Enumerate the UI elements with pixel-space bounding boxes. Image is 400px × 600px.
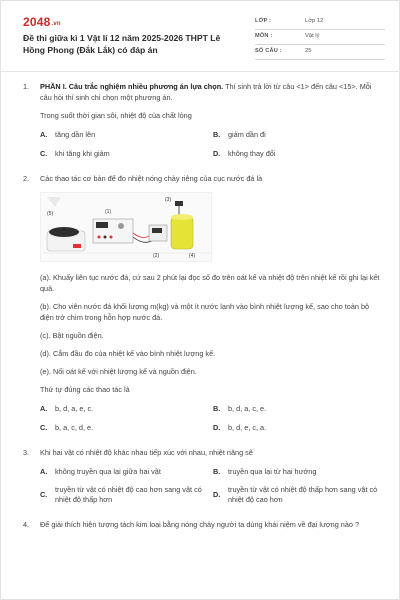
watermark-shape [47,197,61,207]
step-a: (a). Khuấy liên tục nước đá, cứ sau 2 phút lại đọc số đo trên oát kế và nhiệt độ trên nhiệt kế rồi ghi lại kết quả. [40,273,380,293]
option-a[interactable] [40,129,213,140]
option-text: không thay đổi [228,149,276,158]
terminal-black [104,236,107,239]
option-text: b, d, a, e, c. [55,404,94,413]
terminal-red-2 [110,236,113,239]
option-b[interactable] [213,403,386,414]
question-4 [23,519,383,530]
option-b[interactable] [213,129,386,140]
options [40,403,383,433]
option-d[interactable] [213,422,386,433]
meta-value: Vật lý [305,33,320,39]
question-3 [23,447,383,505]
option-letter: D. [213,490,221,499]
meta-value: 25 [305,48,312,54]
option-letter: D. [213,423,221,432]
question-ask: Thứ tự đúng các thao tác là [40,385,130,394]
option-text: b, a, c, d, e. [55,423,94,432]
lab-setup-drawing [41,193,212,262]
small-meter-screen [152,228,162,233]
option-c[interactable] [40,422,213,433]
meta-row-count [255,45,385,60]
meta-key: MÔN : [255,33,273,39]
option-text: b, d, e, c, a. [228,423,267,432]
part-heading [40,81,383,103]
option-a[interactable] [40,403,213,414]
hot-plate-top [49,227,79,237]
question-number: 2. [23,174,30,183]
meta-key: LỚP : [255,18,272,24]
option-text: giảm dần đi [228,130,266,139]
question-list [23,81,383,530]
calorimeter-rim [171,214,193,220]
hot-plate-display [73,244,81,248]
step-e: (e). Nối oát kế với nhiệt lượng kế và nguồn điện. [40,367,197,376]
option-c[interactable] [40,485,213,505]
meta-row-class [255,15,385,30]
option-letter: D. [213,149,221,158]
question-number: 1. [23,82,30,91]
site-logo[interactable] [23,15,61,29]
header-divider [1,71,400,72]
option-text: b, d, a, c, e. [228,404,267,413]
option-c[interactable] [40,148,213,159]
question-1 [23,81,383,159]
option-letter: B. [213,130,221,139]
label-5: (5) [47,211,54,217]
logo-suffix: .vn [51,21,61,27]
question-stem: Để giải thích hiện tượng tách kim loại bằng nóng chảy người ta dùng khái niệm về đại lượng nào ? [40,520,360,529]
option-letter: B. [213,404,221,413]
options [40,129,383,159]
question-stem: Trong suốt thời gian sôi, nhiệt độ của chất lỏng [40,111,192,120]
label-3: (3) [165,197,172,203]
wattmeter-screen [96,222,108,228]
option-d[interactable] [213,148,386,159]
question-stem: Các thao tác cơ bản để đo nhiệt nóng chảy riêng của cục nước đá là [40,174,263,183]
logo-text: 2048 [23,15,51,29]
label-2: (2) [153,253,160,259]
question-number: 3. [23,448,30,457]
option-letter: C. [40,149,48,158]
label-4: (4) [189,253,196,259]
part-heading-text: Thí sinh trả lời từ câu <1> đến câu <15>. Mỗi câu hỏi thí sinh chỉ chọn một phương án. [40,82,372,102]
thermometer-head [175,201,183,206]
option-text: không truyền qua lại giữa hai vật [55,467,161,476]
header [23,15,383,71]
options [40,466,383,505]
option-letter: A. [40,130,48,139]
option-text: truyền từ vật có nhiệt độ cao hơn sang vật có nhiệt độ thấp hơn [55,485,202,504]
step-c: (c). Bật nguồn điện. [40,331,104,340]
calorimeter-bucket [171,217,193,249]
meta-value: Lớp 12 [305,18,324,24]
part-heading-bold: PHẦN I. Câu trắc nghiệm nhiều phương án lựa chọn. [40,82,224,91]
meta-row-subject [255,30,385,45]
meta-key: SỐ CÂU : [255,48,282,54]
option-letter: C. [40,490,48,499]
label-1: (1) [105,209,112,215]
lab-setup-image [40,192,212,262]
step-b: (b). Cho viên nước đá khối lượng m(kg) và một ít nước lạnh vào bình nhiệt lượng kế, sao cho toàn bộ điện trở chìm trong hỗn hợp nước đá. [40,302,370,322]
option-text: truyền qua lại từ hai hướng [228,467,317,476]
terminal-red [98,236,101,239]
exam-title: Đề thi giữa kì 1 Vật lí 12 năm 2025-2026 THPT Lê Hồng Phong (Đắk Lắk) có đáp án [23,33,221,55]
option-letter: A. [40,404,48,413]
option-text: tăng dần lên [55,130,96,139]
option-letter: A. [40,467,48,476]
option-text: khi tăng khi giảm [55,149,110,158]
option-d[interactable] [213,485,386,505]
step-d: (d). Cắm đầu đo của nhiệt kế vào bình nhiệt lượng kế. [40,349,216,358]
option-letter: B. [213,467,221,476]
question-2 [23,173,383,433]
wattmeter-knob [118,223,124,229]
option-a[interactable] [40,466,213,477]
option-text: truyền từ vật có nhiệt độ thấp hơn sang vật có nhiệt độ cao hơn [228,485,378,504]
option-b[interactable] [213,466,386,477]
option-letter: C. [40,423,48,432]
question-number: 4. [23,520,30,529]
exam-meta [255,15,385,60]
question-stem: Khi hai vật có nhiệt độ khác nhau tiếp xúc với nhau, nhiệt năng sẽ [40,448,253,457]
